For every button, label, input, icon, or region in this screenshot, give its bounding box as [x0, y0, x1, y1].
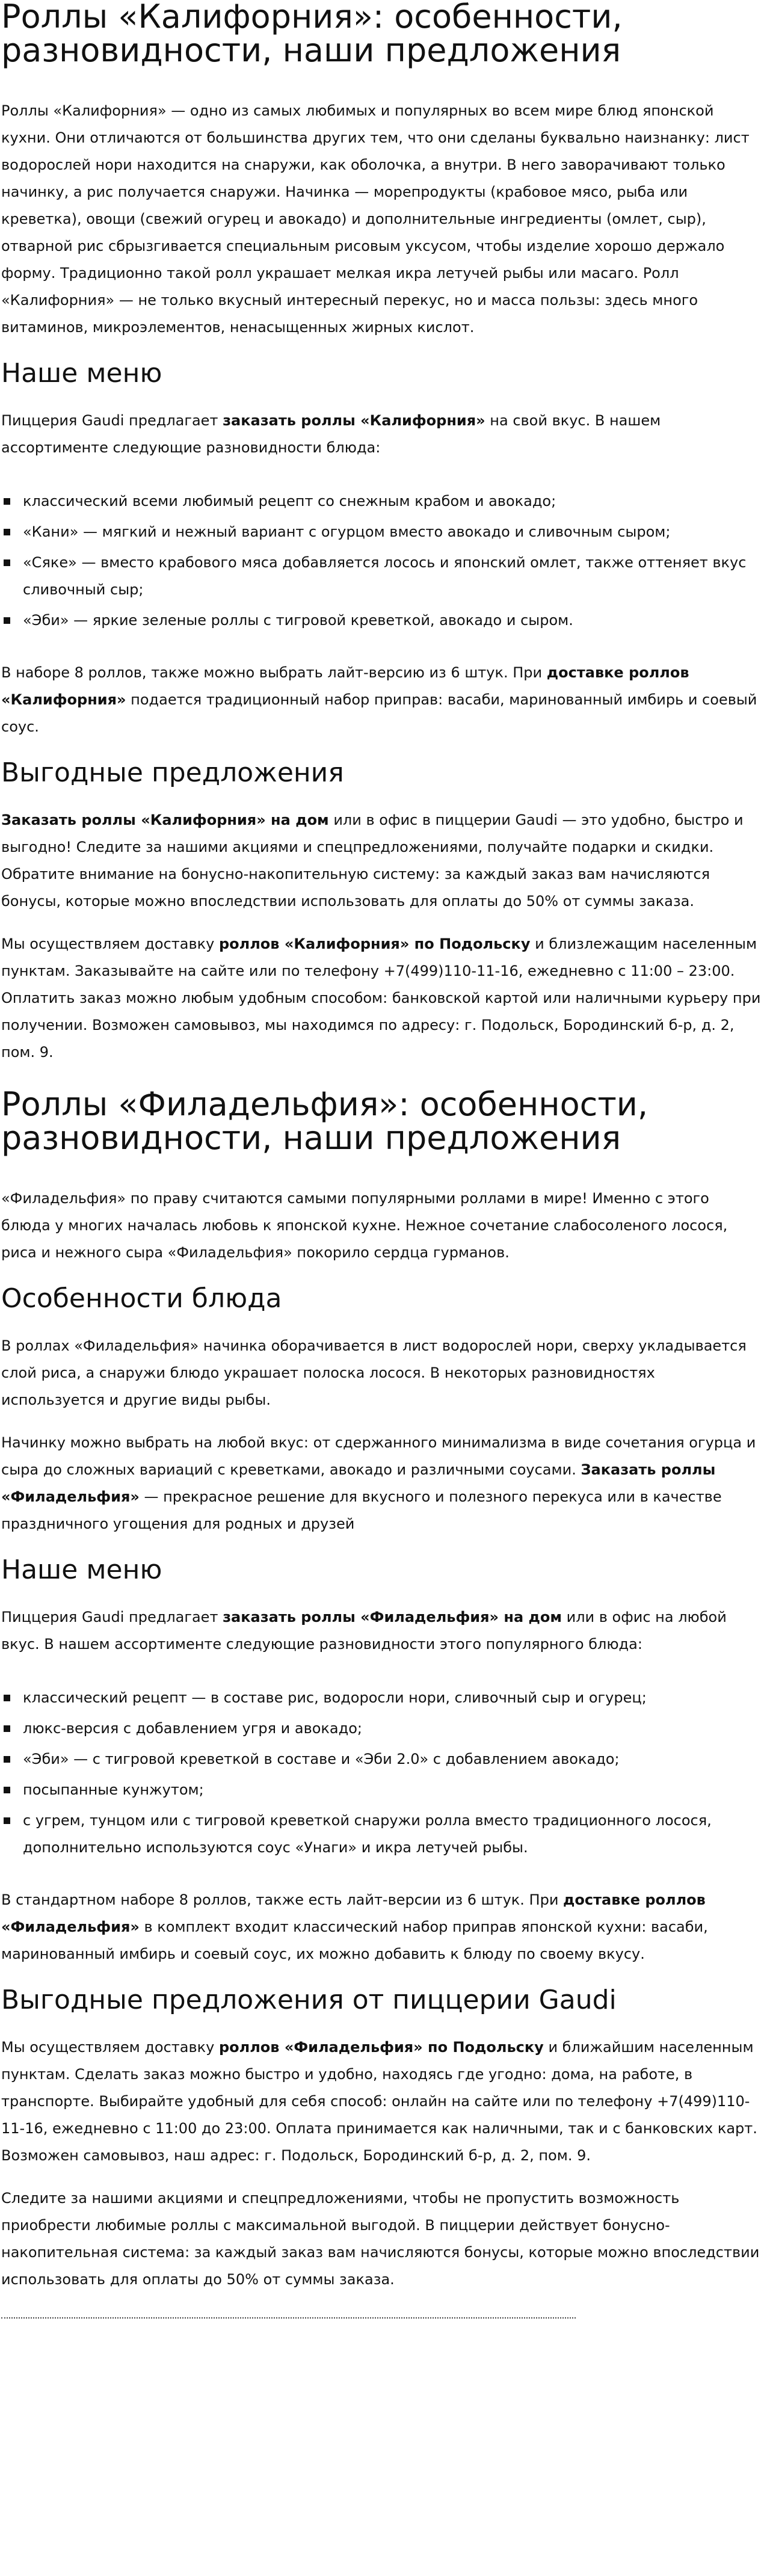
list-item: люкс-версия с добавлением угря и авокадо;: [1, 1715, 763, 1742]
philadelphia-features-p1: В роллах «Филадельфия» начинка оборачивается в лист водорослей нори, сверху укладывается слой риса, а снаружи блюдо украшает полоска лосося. В некоторых разновидностях используется и другие виды рыбы.: [1, 1337, 747, 1408]
philadelphia-offers-p2: Следите за нашими акциями и спецпредложениями, чтобы не пропустить возможность приобрести любимые роллы с максимальной выгодой. В пиццерии действует бонусно-накопительная система: за каждый заказ вам начисляются бонусы, которые можно впоследствии использовать для оплаты до 50% от суммы заказа.: [1, 2190, 760, 2288]
list-item: классический всеми любимый рецепт со снежным крабом и авокадо;: [1, 488, 763, 515]
california-section: [1, 0, 763, 1066]
bullet-icon: [4, 529, 10, 535]
bullet-icon: [4, 559, 10, 566]
bullet-icon: [4, 1787, 10, 1793]
philadelphia-title: Роллы «Филадельфия»: особенности, разновидности, наши предложения: [1, 1085, 648, 1157]
california-title: Роллы «Калифорния»: особенности, разновидности, наши предложения: [1, 0, 623, 69]
bullet-icon: [4, 1695, 10, 1701]
philadelphia-offers-heading: Выгодные предложения от пиццерии Gaudi: [1, 1985, 617, 2015]
list-item: «Эби» — с тигровой креветкой в составе и «Эби 2.0» с добавлением авокадо;: [1, 1746, 763, 1773]
dotted-divider: [1, 2317, 576, 2319]
california-offers-heading: Выгодные предложения: [1, 757, 344, 788]
california-menu-intro: Пиццерия Gaudi предлагает заказать роллы «Калифорния» на свой вкус. В нашем ассортименте следующие разновидности блюда:: [1, 412, 661, 456]
philadelphia-menu-intro: Пиццерия Gaudi предлагает заказать роллы «Филадельфия» на дом или в офис на любой вкус. В нашем ассортименте следующие разновидности этого популярного блюда:: [1, 1609, 727, 1653]
philadelphia-features-heading: Особенности блюда: [1, 1283, 282, 1314]
bullet-icon: [4, 1817, 10, 1824]
bullet-icon: [4, 1725, 10, 1732]
philadelphia-menu-set: В стандартном наборе 8 роллов, также есть лайт-версии из 6 штук. При доставке роллов «Филадельфия» в комплект входит классический набор приправ японской кухни: васаби, маринованный имбирь и соевый соус, их можно добавить к блюду по своему вкусу.: [1, 1891, 708, 1962]
california-offers-p1: Заказать роллы «Калифорния» на дом или в офис в пиццерии Gaudi — это удобно, быстро и выгодно! Следите за нашими акциями и спецпредложениями, получайте подарки и скидки. Обратите внимание на бонусно-накопительную систему: за каждый заказ вам начисляются бонусы, которые можно впоследствии использовать для оплаты до 50% от суммы заказа.: [1, 812, 744, 910]
philadelphia-features-p2: Начинку можно выбрать на любой вкус: от сдержанного минимализма в виде сочетания огурца и сыра до сложных вариаций с креветками, авокадо и различными соусами. Заказать роллы «Филадельфия» — прекрасное решение для вкусного и полезного перекуса или в качестве праздничного угощения для родных и друзей: [1, 1434, 756, 1532]
california-offers-p2: Мы осуществляем доставку роллов «Калифорния» по Подольску и близлежащим населенным пунктам. Заказывайте на сайте или по телефону +7(499)110-11-16, ежедневно с 11:00 – 23:00. Оплатить заказ можно любым удобным способом: банковской картой или наличными курьеру при получении. Возможен самовывоз, мы находимся по адресу: г. Подольск, Бородинский б-р, д. 2, пом. 9.: [1, 935, 761, 1061]
philadelphia-menu-list: [1, 1674, 763, 1871]
philadelphia-offers-p1: Мы осуществляем доставку роллов «Филадельфия» по Подольску и ближайшим населенным пунктам. Сделать заказ можно быстро и удобно, находясь где угодно: дома, на работе, в транспорте. Выбирайте удобный для себя способ: онлайн на сайте или по телефону +7(499)110-11-16, ежедневно с 11:00 до 23:00. Оплата принимается как наличными, так и с банковских карт. Возможен самовывоз, наш адрес: г. Подольск, Бородинский б-р, д. 2, пом. 9.: [1, 2039, 757, 2164]
list-item: с угрем, тунцом или с тигровой креветкой снаружи ролла вместо традиционного лосося, дополнительно используются соус «Унаги» и икра летучей рыбы.: [1, 1807, 763, 1861]
list-item: «Эби» — яркие зеленые роллы с тигровой креветкой, авокадо и сыром.: [1, 607, 763, 634]
california-menu-heading: Наше меню: [1, 358, 162, 389]
list-item: «Кани» — мягкий и нежный вариант с огурцом вместо авокадо и сливочным сыром;: [1, 519, 763, 546]
list-item: посыпанные кунжутом;: [1, 1776, 763, 1804]
order-california-link-text: заказать роллы «Калифорния»: [223, 412, 485, 429]
bullet-icon: [4, 1756, 10, 1763]
list-item: классический рецепт — в составе рис, водоросли нори, сливочный сыр и огурец;: [1, 1684, 763, 1712]
california-intro: Роллы «Калифорния» — одно из самых любимых и популярных во всем мире блюд японской кухни. Они отличаются от большинства других тем, что они сделаны буквально наизнанку: лист водорослей нори находится на снаружи, как оболочка, а внутри. В него заворачивают только начинку, а рис получается снаружи. Начинка — морепродукты (крабовое мясо, рыба или креветка), овощи (свежий огурец и авокадо) и дополнительные ингредиенты (омлет, сыр), отварной рис сбрызгивается специальным рисовым уксусом, чтобы изделие хорошо держало форму. Традиционно такой ролл украшает мелкая икра летучей рыбы или масаго. Ролл «Калифорния» — не только вкусный интересный перекус, но и масса пользы: здесь много витаминов, микроэлементов, ненасыщенных жирных кислот.: [1, 102, 750, 336]
philadelphia-intro: «Филадельфия» по праву считаются самыми популярными роллами в мире! Именно с этого блюда у многих началась любовь к японской кухне. Нежное сочетание слабосоленого лосося, риса и нежного сыра «Филадельфия» покорило сердца гурманов.: [1, 1190, 728, 1261]
bullet-icon: [4, 617, 10, 624]
california-menu-list: [1, 477, 763, 644]
california-menu-set: В наборе 8 роллов, также можно выбрать лайт-версию из 6 штук. При доставке роллов «Калифорния» подается традиционный набор приправ: васаби, маринованный имбирь и соевый соус.: [1, 664, 757, 735]
bullet-icon: [4, 498, 10, 505]
philadelphia-section: [1, 1085, 763, 2293]
list-item: «Сяке» — вместо крабового мяса добавляется лосось и японский омлет, также оттеняет вкус сливочный сыр;: [1, 549, 763, 603]
philadelphia-menu-heading: Наше меню: [1, 1555, 162, 1585]
